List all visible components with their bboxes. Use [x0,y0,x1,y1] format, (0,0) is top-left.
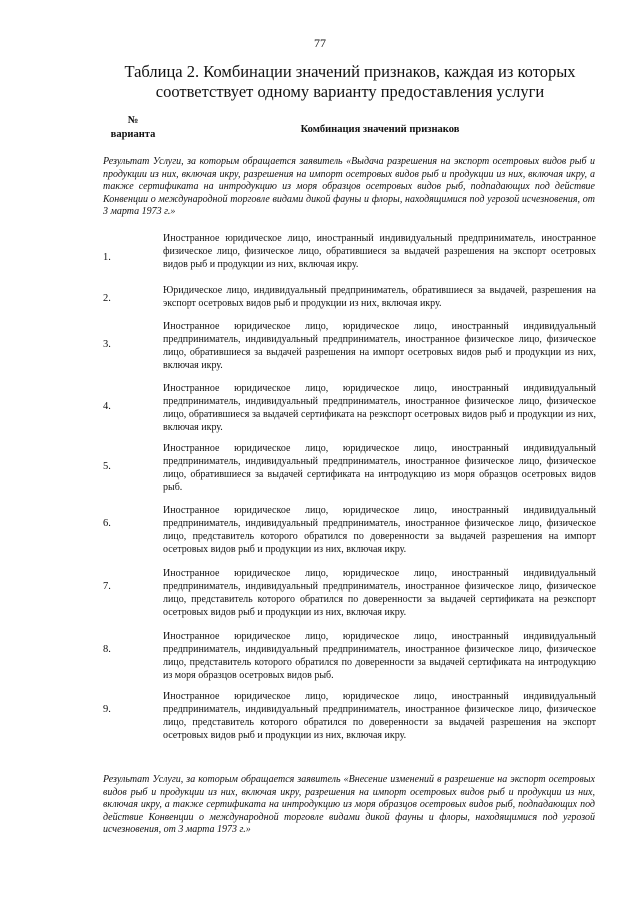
service-result-2: Результат Услуги, за которым обращается заявитель «Внесение изменений в разрешение на экспорт осетровых видов рыб и продукции из них, включая икру, разрешения на импорт осетровых видов рыб и продукции из них, включая икру, а также сертификата на интродукцию из моря образцов осетровых видов рыб, подпадающих под действие Конвенции о международной торговле видами дикой фауны и флоры, находящимися под угрозой исчезновения, от 3 марта 1973 г.» [103,774,595,836]
variant-combination: Иностранное юридическое лицо, юридическое лицо, иностранный индивидуальный предприниматель, индивидуальный предприниматель, иностранное физическое лицо, физическое лицо, обратившиеся за выдачей разрешения на импорт осетровых видов рыб и продукции из них, включая икру. [163,321,596,371]
variant-combination: Юридическое лицо, индивидуальный предприниматель, обратившиеся за выдачей, разрешения на экспорт осетровых видов рыб и продукции из них, включая икру. [163,285,596,309]
variant-number: 7. [103,581,111,592]
variant-combination: Иностранное юридическое лицо, иностранный индивидуальный предприниматель, иностранное физическое лицо, физическое лицо, обратившиеся за выдачей разрешения на экспорт осетровых видов рыб и продукции из них, включая икру. [163,233,596,270]
variant-combination: Иностранное юридическое лицо, юридическое лицо, иностранный индивидуальный предприниматель, индивидуальный предприниматель, иностранное физическое лицо, физическое лицо, представитель которого обратился по доверенности за выдачей разрешения на импорт осетровых видов рыб и продукции из них, включая икру. [163,505,596,555]
variant-number: 6. [103,518,111,529]
variant-combination: Иностранное юридическое лицо, юридическое лицо, иностранный индивидуальный предприниматель, индивидуальный предприниматель, иностранное физическое лицо, физическое лицо, обратившиеся за выдачей сертификата на реэкспорт осетровых видов рыб и продукции из них, включая икру. [163,383,596,433]
variant-number: 9. [103,704,111,715]
variant-number: 8. [103,644,111,655]
variant-number-label: варианта [110,129,156,140]
variant-combination: Иностранное юридическое лицо, юридическое лицо, иностранный индивидуальный предприниматель, индивидуальный предприниматель, иностранное физическое лицо, физическое лицо, обратившиеся за выдачей сертификата на интродукцию из моря образцов осетровых видов рыб. [163,443,596,493]
variant-number: 5. [103,461,111,472]
variant-number-symbol: № [127,115,139,126]
page-number: 77 [314,36,326,50]
variant-number: 1. [103,252,111,263]
variant-combination: Иностранное юридическое лицо, юридическое лицо, иностранный индивидуальный предприниматель, индивидуальный предприниматель, иностранное физическое лицо, физическое лицо, представитель которого обратился по доверенности за выдачей сертификата на интродукцию из моря образцов осетровых видов рыб. [163,631,596,681]
variant-number: 2. [103,293,111,304]
combination-column-header: Комбинация значений признаков [300,124,460,135]
table-title-line-1: Таблица 2. Комбинации значений признаков, каждая из которых [124,62,576,81]
table-title [70,62,630,102]
service-result-1: Результат Услуги, за которым обращается заявитель «Выдача разрешения на экспорт осетровых видов рыб и продукции из них, включая икру, разрешения на импорт осетровых видов рыб и продукции из них, включая икру, а также сертификата на интродукцию из моря образцов осетровых видов рыб, подпадающих под действие Конвенции о международной торговле видами дикой фауны и флоры, находящимися под угрозой исчезновения, от 3 марта 1973 г.» [103,156,595,218]
variant-combination: Иностранное юридическое лицо, юридическое лицо, иностранный индивидуальный предприниматель, индивидуальный предприниматель, иностранное физическое лицо, физическое лицо, представитель которого обратился по доверенности за выдачей разрешения на экспорт осетровых видов рыб и продукции из них, включая икру. [163,691,596,741]
table-title-line-2: соответствует одному варианту предоставления услуги [155,82,545,101]
variant-number: 4. [103,401,111,412]
variant-number: 3. [103,339,111,350]
variant-number-column-header [88,114,178,142]
variant-combination: Иностранное юридическое лицо, юридическое лицо, иностранный индивидуальный предприниматель, индивидуальный предприниматель, иностранное физическое лицо, физическое лицо, представитель которого обратился по доверенности за выдачей сертификата на реэкспорт осетровых видов рыб и продукции из них, включая икру. [163,568,596,618]
